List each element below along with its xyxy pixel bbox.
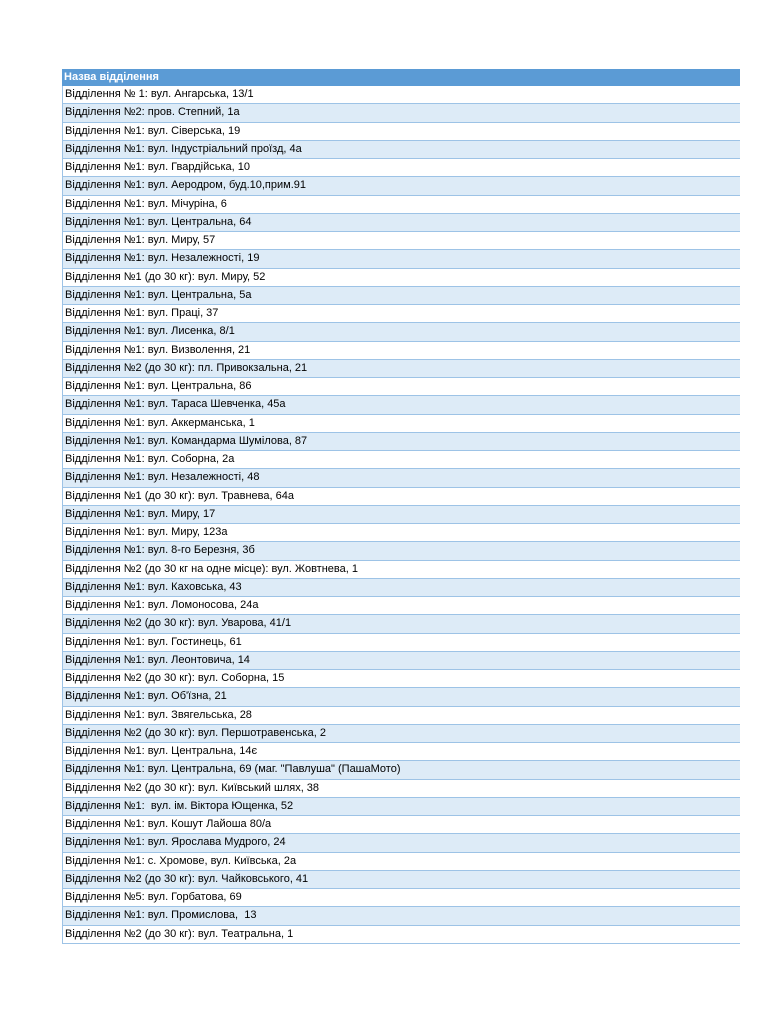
table-row[interactable]: Відділення №2 (до 30 кг на одне місце): вул. Жовтнева, 1 bbox=[62, 561, 740, 579]
table-row[interactable]: Відділення №2 (до 30 кг): вул. Уварова, 41/1 bbox=[62, 615, 740, 633]
table-row[interactable]: Відділення №1: вул. Леонтовича, 14 bbox=[62, 652, 740, 670]
table-row[interactable]: Відділення №1: вул. Соборна, 2а bbox=[62, 451, 740, 469]
branches-table bbox=[62, 69, 740, 944]
table-row[interactable]: Відділення №1: вул. Об'їзна, 21 bbox=[62, 688, 740, 706]
table-row[interactable]: Відділення №1: вул. Миру, 17 bbox=[62, 506, 740, 524]
table-row[interactable]: Відділення №1: вул. Сіверська, 19 bbox=[62, 123, 740, 141]
table-row[interactable]: Відділення №1: вул. Миру, 123а bbox=[62, 524, 740, 542]
table-row[interactable]: Відділення №1: вул. Центральна, 69 (маг. "Павлуша" (ПашаМото) bbox=[62, 761, 740, 779]
table-row[interactable]: Відділення №1: вул. Центральна, 14є bbox=[62, 743, 740, 761]
table-row[interactable]: Відділення №1: вул. Миру, 57 bbox=[62, 232, 740, 250]
table-body bbox=[62, 86, 740, 944]
table-row[interactable]: Відділення №1: вул. Незалежності, 48 bbox=[62, 469, 740, 487]
table-row[interactable]: Відділення №1: вул. Мічуріна, 6 bbox=[62, 196, 740, 214]
table-row[interactable]: Відділення №1: вул. Аккерманська, 1 bbox=[62, 415, 740, 433]
table-row[interactable]: Відділення №1: вул. Центральна, 5а bbox=[62, 287, 740, 305]
table-row[interactable]: Відділення №5: вул. Горбатова, 69 bbox=[62, 889, 740, 907]
table-row[interactable]: Відділення №2 (до 30 кг): вул. Соборна, 15 bbox=[62, 670, 740, 688]
table-row[interactable]: Відділення №1: вул. Незалежності, 19 bbox=[62, 250, 740, 268]
table-row[interactable]: Відділення №1: вул. Промислова, 13 bbox=[62, 907, 740, 925]
table-row[interactable]: Відділення №1: с. Хромове, вул. Київська, 2а bbox=[62, 853, 740, 871]
table-row[interactable]: Відділення №2: пров. Степний, 1а bbox=[62, 104, 740, 122]
table-row[interactable]: Відділення №2 (до 30 кг): вул. Чайковського, 41 bbox=[62, 871, 740, 889]
table-row[interactable]: Відділення №2 (до 30 кг): вул. Першотравенська, 2 bbox=[62, 725, 740, 743]
table-row[interactable]: Відділення №1 (до 30 кг): вул. Травнева, 64а bbox=[62, 488, 740, 506]
table-row[interactable]: Відділення №1: вул. Індустріальний проїзд, 4а bbox=[62, 141, 740, 159]
table-row[interactable]: Відділення №1: вул. Центральна, 86 bbox=[62, 378, 740, 396]
table-row[interactable]: Відділення №1: вул. Центральна, 64 bbox=[62, 214, 740, 232]
table-row[interactable]: Відділення №1: вул. Визволення, 21 bbox=[62, 342, 740, 360]
table-row[interactable]: Відділення №1: вул. Звягельська, 28 bbox=[62, 707, 740, 725]
table-row[interactable]: Відділення №1: вул. Гостинець, 61 bbox=[62, 634, 740, 652]
table-row[interactable]: Відділення №1: вул. Гвардійська, 10 bbox=[62, 159, 740, 177]
table-row[interactable]: Відділення №1: вул. Аеродром, буд.10,прим.91 bbox=[62, 177, 740, 195]
table-row[interactable]: Відділення №1: вул. ім. Віктора Ющенка, 52 bbox=[62, 798, 740, 816]
table-row[interactable]: Відділення №1: вул. Ломоносова, 24а bbox=[62, 597, 740, 615]
table-row[interactable]: Відділення №2 (до 30 кг): вул. Театральна, 1 bbox=[62, 926, 740, 944]
table-row[interactable]: Відділення №1: вул. Лисенка, 8/1 bbox=[62, 323, 740, 341]
column-header[interactable]: Назва відділення bbox=[62, 69, 740, 86]
table-row[interactable]: Відділення №1: вул. Командарма Шумілова, 87 bbox=[62, 433, 740, 451]
table-row[interactable]: Відділення №1: вул. Ярослава Мудрого, 24 bbox=[62, 834, 740, 852]
table-row[interactable]: Відділення №2 (до 30 кг): вул. Київський шлях, 38 bbox=[62, 780, 740, 798]
table-row[interactable]: Відділення №1: вул. 8-го Березня, 3б bbox=[62, 542, 740, 560]
table-row[interactable]: Відділення №1: вул. Праці, 37 bbox=[62, 305, 740, 323]
table-row[interactable]: Відділення № 1: вул. Ангарська, 13/1 bbox=[62, 86, 740, 104]
table-row[interactable]: Відділення №1 (до 30 кг): вул. Миру, 52 bbox=[62, 269, 740, 287]
table-row[interactable]: Відділення №1: вул. Каховська, 43 bbox=[62, 579, 740, 597]
table-row[interactable]: Відділення №2 (до 30 кг): пл. Привокзальна, 21 bbox=[62, 360, 740, 378]
table-row[interactable]: Відділення №1: вул. Кошут Лайоша 80/а bbox=[62, 816, 740, 834]
table-row[interactable]: Відділення №1: вул. Тараса Шевченка, 45а bbox=[62, 396, 740, 414]
